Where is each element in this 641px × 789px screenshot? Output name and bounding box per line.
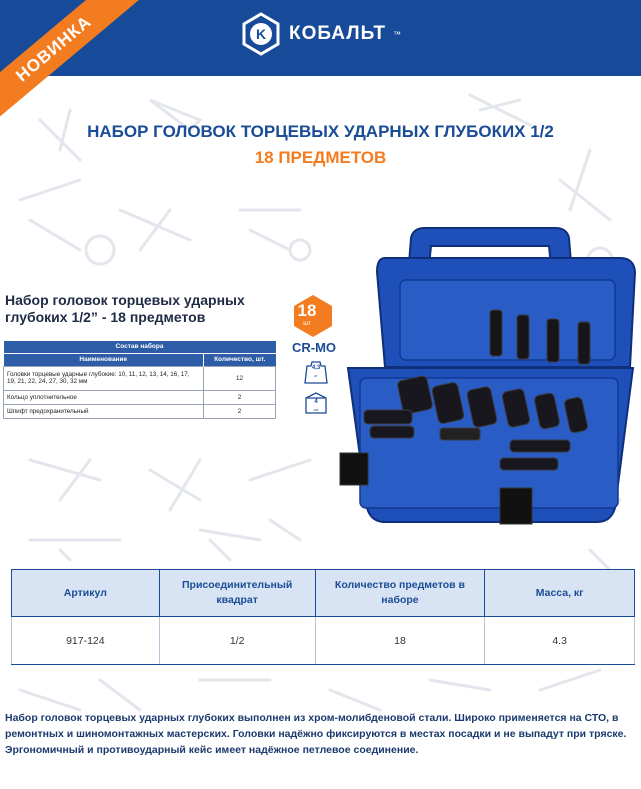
weight-icon	[304, 358, 328, 384]
spec-header-article: Артикул	[12, 570, 160, 617]
table-row	[4, 366, 276, 390]
new-product-ribbon: НОВИНКА	[0, 0, 142, 126]
svg-text:K: K	[255, 26, 267, 42]
table-row	[12, 617, 635, 665]
composition-caption: Состав набора	[4, 341, 276, 353]
table-row	[4, 390, 276, 404]
weight-unit: кг	[314, 373, 318, 378]
specification-table	[11, 569, 635, 665]
product-description: Набор головок торцевых ударных глубоких выполнен из хром-молибденовой стали. Широко применяется на СТО, в ремонтных и шиномонтажных мастерских. Головки надёжно фиксируются в местах посадки и не выпадут при тряске. Эргономичный и противоударный кейс имеет надёжное петлевое соединение.	[5, 712, 627, 756]
table-row	[4, 404, 276, 418]
item-count: 18	[297, 301, 317, 320]
composition-item-name: Шпифт предохранительный	[4, 404, 204, 418]
composition-item-name: Головки торцевые ударные глубокие: 10, 11, 12, 13, 14, 16, 17, 19, 21, 22, 24, 27, 30, 32 мм	[4, 366, 204, 390]
spec-article: 917-124	[12, 617, 160, 665]
box-unit: шт	[313, 407, 319, 412]
material-label: CR-MO	[291, 340, 337, 355]
item-count-unit: шт	[303, 321, 311, 327]
composition-header-name: Наименование	[4, 353, 204, 366]
spec-header-count: Количество предметов в наборе	[315, 570, 485, 617]
composition-item-qty: 2	[204, 404, 276, 418]
spec-header-mass: Масса, кг	[485, 570, 635, 617]
composition-table	[3, 341, 276, 419]
composition-item-qty: 12	[204, 366, 276, 390]
trademark-mark: ™	[392, 29, 401, 39]
brand-name: КОБАЛЬТ	[289, 23, 386, 44]
socket-set-case-image	[330, 218, 640, 534]
weight-value: 4,3	[311, 365, 321, 371]
spec-square: 1/2	[159, 617, 315, 665]
composition-header-qty: Количество, шт.	[204, 353, 276, 366]
spec-header-square: Присоединительный квадрат	[159, 570, 315, 617]
spec-mass: 4.3	[485, 617, 635, 665]
page-title: НАБОР ГОЛОВОК ТОРЦЕВЫХ УДАРНЫХ ГЛУБОКИХ 1/2	[87, 122, 554, 141]
spec-count: 18	[315, 617, 485, 665]
product-name: Набор головок торцевых ударных глубоких 1/2” - 18 предметов	[5, 292, 245, 325]
composition-item-qty: 2	[204, 390, 276, 404]
brand-logo	[239, 12, 401, 56]
composition-item-name: Кольцо уплотнительное	[4, 390, 204, 404]
box-quantity: 4	[314, 399, 318, 405]
page-subtitle: 18 ПРЕДМЕТОВ	[254, 148, 387, 167]
cobalt-hexagon-icon	[239, 12, 283, 56]
